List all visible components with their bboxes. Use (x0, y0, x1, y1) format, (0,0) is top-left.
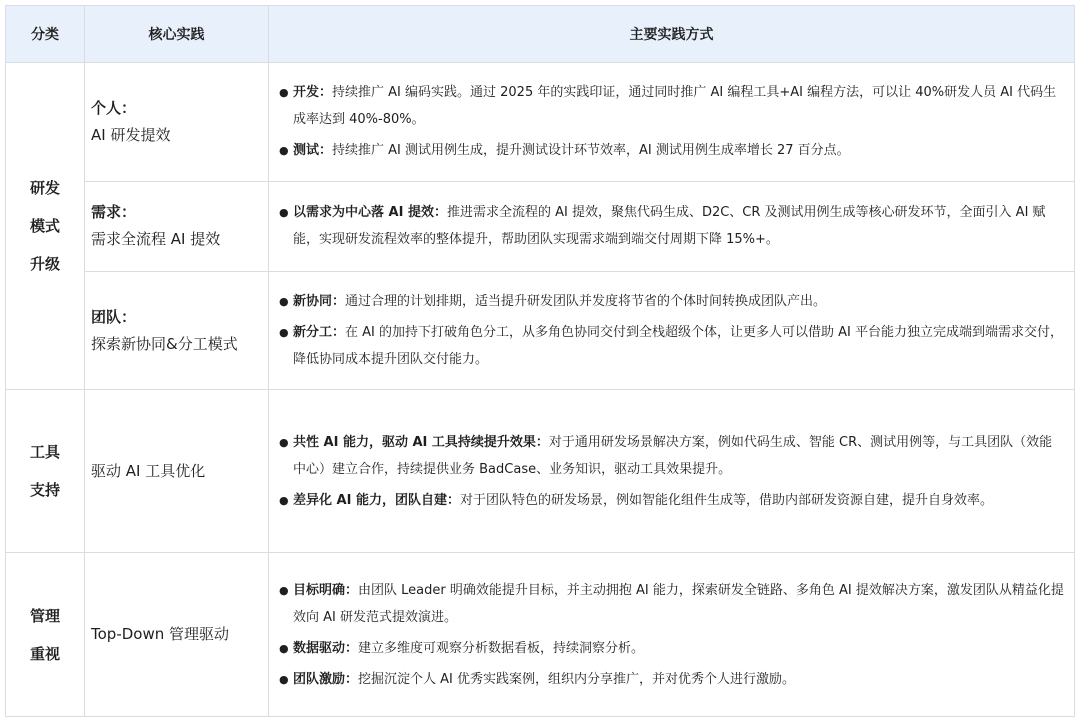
header-category: 分类 (6, 6, 85, 63)
item-text: 持续推广 AI 编码实践。通过 2025 年的实践印证，通过同时推广 AI 编程工具+AI 编程方法，可以让 40%研发人员 AI 代码生成率达到 40%-80%。 (293, 85, 1057, 128)
item-text: 持续推广 AI 测试用例生成，提升测试设计环节效率，AI 测试用例生成率增长 27 百分点。 (332, 143, 850, 159)
practice-cell (269, 390, 1075, 553)
item-heading: 数据驱动： (293, 640, 359, 656)
practice-list (279, 429, 1064, 514)
table-row (6, 553, 1075, 717)
practice-list (279, 577, 1064, 693)
item-heading: 差异化 AI 能力，团队自建： (293, 492, 460, 508)
item-heading: 目标明确： (293, 582, 359, 598)
item-text: 对于通用研发场景解决方案，例如代码生成、智能 CR、测试用例等，与工具团队（效能中心）建立合作，持续提供业务 BadCase、业务知识，驱动工具效果提升。 (293, 434, 1053, 477)
item-text: 挖掘沉淀个人 AI 优秀实践案例，组织内分享推广，并对优秀个人进行激励。 (358, 671, 796, 687)
core-subtitle: 驱动 AI 工具优化 (91, 461, 206, 480)
practice-cell (269, 63, 1075, 182)
practice-cell (269, 553, 1075, 717)
table-row (6, 271, 1075, 390)
bullet-icon: ● (279, 144, 289, 158)
core-practice-cell (85, 390, 269, 553)
core-title: 需求： (91, 203, 137, 222)
practice-cell (269, 271, 1075, 390)
item-text: 对于团队特色的研发场景，例如智能化组件生成等，借助内部研发资源自建，提升自身效率。 (459, 492, 993, 508)
practice-list (279, 288, 1064, 373)
list-item (279, 666, 1064, 693)
core-subtitle: 需求全流程 AI 提效 (91, 230, 221, 249)
table-row (6, 63, 1075, 182)
core-practice-cell (85, 271, 269, 390)
bullet-icon: ● (279, 86, 289, 100)
practice-list (279, 79, 1064, 164)
category-cell: 管理 重视 (6, 553, 85, 717)
item-heading: 共性 AI 能力，驱动 AI 工具持续提升效果： (293, 434, 549, 450)
practice-cell (269, 181, 1075, 271)
list-item (279, 635, 1064, 662)
list-item (279, 577, 1064, 631)
bullet-icon: ● (279, 326, 289, 340)
header-main-practice: 主要实践方式 (269, 6, 1075, 63)
item-heading: 新分工： (293, 325, 346, 341)
list-item (279, 429, 1064, 483)
category-cell: 工具 支持 (6, 390, 85, 553)
list-item (279, 288, 1064, 315)
list-item (279, 137, 1064, 164)
core-subtitle: 探索新协同&分工模式 (91, 334, 238, 353)
item-text: 由团队 Leader 明确效能提升目标，并主动拥抱 AI 能力，探索研发全链路、多角色 AI 提效解决方案，激发团队从精益化提效向 AI 研发范式提效演进。 (293, 582, 1064, 625)
table-header-row (6, 6, 1075, 63)
item-heading: 新协同： (293, 294, 346, 310)
bullet-icon: ● (279, 206, 289, 220)
bullet-icon: ● (279, 295, 289, 309)
core-practice-cell (85, 553, 269, 717)
header-core-practice: 核心实践 (85, 6, 269, 63)
table-row (6, 390, 1075, 553)
item-text: 通过合理的计划排期，适当提升研发团队并发度将节省的个体时间转换成团队产出。 (345, 294, 827, 310)
bullet-icon: ● (279, 641, 289, 655)
table-row (6, 181, 1075, 271)
item-heading: 团队激励： (293, 671, 359, 687)
core-practice-cell (85, 181, 269, 271)
item-text: 在 AI 的加持下打破角色分工，从多角色协同交付到全栈超级个体，让更多人可以借助 AI 平台能力独立完成端到端需求交付，降低协同成本提升团队交付能力。 (293, 325, 1063, 368)
core-title: 团队： (91, 307, 137, 326)
practice-table (5, 5, 1075, 717)
core-title: 个人： (91, 98, 137, 117)
category-cell: 研发 模式 升级 (6, 63, 85, 390)
core-subtitle: AI 研发提效 (91, 125, 171, 144)
item-heading: 以需求为中心落 AI 提效： (293, 205, 447, 221)
bullet-icon: ● (279, 583, 289, 597)
list-item (279, 487, 1064, 514)
list-item (279, 199, 1064, 253)
bullet-icon: ● (279, 435, 289, 449)
bullet-icon: ● (279, 672, 289, 686)
item-text: 推进需求全流程的 AI 提效，聚焦代码生成、D2C、CR 及测试用例生成等核心研发环节，全面引入 AI 赋能，实现研发流程效率的整体提升，帮助团队实现需求端到端交付周期下降 15%+。 (293, 205, 1046, 248)
list-item (279, 319, 1064, 373)
practice-list (279, 199, 1064, 253)
bullet-icon: ● (279, 493, 289, 507)
item-heading: 测试： (293, 143, 333, 159)
item-heading: 开发： (293, 85, 333, 101)
core-practice-cell (85, 63, 269, 182)
item-text: 建立多维度可观察分析数据看板，持续洞察分析。 (358, 640, 645, 656)
list-item (279, 79, 1064, 133)
core-subtitle: Top-Down 管理驱动 (91, 625, 229, 644)
